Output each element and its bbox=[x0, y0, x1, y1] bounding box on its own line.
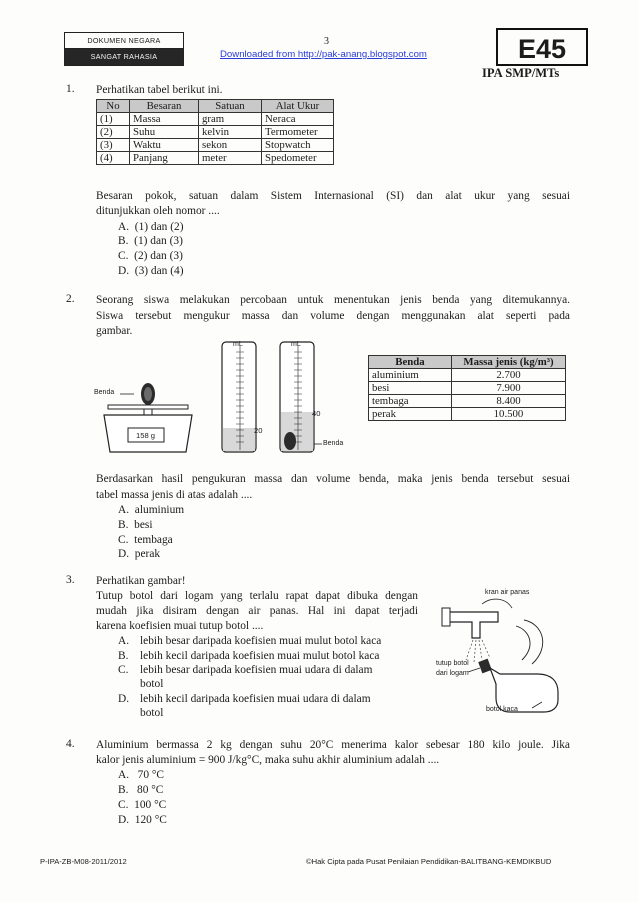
q1-cell: Suhu bbox=[130, 126, 199, 139]
scale-reading: 158 g bbox=[136, 431, 156, 440]
option-letter: D. bbox=[118, 814, 130, 826]
q1-th-satuan: Satuan bbox=[199, 100, 262, 113]
option-text: (1) dan (2) bbox=[134, 221, 184, 233]
q3-option-b[interactable] bbox=[118, 649, 128, 664]
q1-cell: (1) bbox=[97, 113, 130, 126]
option-text: (2) dan (3) bbox=[134, 250, 183, 262]
density-th-benda: Benda bbox=[369, 356, 452, 369]
q3-option-a-text: lebih besar daripada koefisien muai mulut botol kaca bbox=[140, 635, 382, 647]
q3-intro: Perhatikan gambar! bbox=[96, 575, 186, 587]
q4-option-a[interactable] bbox=[118, 768, 164, 783]
q1-cell: Termometer bbox=[262, 126, 334, 139]
q1-cell: Neraca bbox=[262, 113, 334, 126]
cylinder-1-unit: mL bbox=[233, 341, 243, 348]
option-letter: D. bbox=[118, 548, 130, 560]
q1-option-a[interactable] bbox=[118, 220, 184, 235]
benda-highlight bbox=[144, 387, 152, 401]
q1-cell: Massa bbox=[130, 113, 199, 126]
option-text: 70 °C bbox=[137, 769, 165, 781]
q1-cell: kelvin bbox=[199, 126, 262, 139]
option-letter: B. bbox=[118, 784, 129, 796]
q2-option-c[interactable] bbox=[118, 533, 173, 548]
q1-th-besaran: Besaran bbox=[130, 100, 199, 113]
option-text: besi bbox=[134, 519, 153, 531]
q1-cell: Stopwatch bbox=[262, 139, 334, 152]
cap-pointer-line bbox=[468, 668, 480, 672]
q4-option-c[interactable] bbox=[118, 798, 166, 813]
option-text: aluminium bbox=[134, 504, 185, 516]
download-link[interactable]: Downloaded from http://pak-anang.blogspot.com bbox=[220, 49, 427, 60]
density-cell: aluminium bbox=[369, 369, 452, 382]
option-text: 100 °C bbox=[134, 799, 167, 811]
tap-bottle-figure bbox=[420, 590, 580, 720]
table-row bbox=[97, 139, 334, 152]
scale-pan bbox=[108, 405, 188, 409]
option-text: 80 °C bbox=[137, 784, 164, 796]
q2-conclusion-line-2: tabel massa jenis di atas adalah .... bbox=[96, 489, 253, 501]
q2-conclusion-line-1: Berdasarkan hasil pengukuran massa dan volume benda, maka jenis benda tersebut sesuai bbox=[96, 473, 570, 485]
q2-number: 2. bbox=[66, 293, 75, 305]
q3-stem-line-1: Tutup botol dari logam yang terlalu rapat dapat dibuka dengan bbox=[96, 590, 418, 602]
table-row bbox=[369, 408, 566, 421]
doc-line-1: DOKUMEN NEGARA bbox=[65, 33, 183, 49]
option-text: perak bbox=[134, 548, 161, 560]
q4-stem-line-1: Aluminium bermassa 2 kg dengan suhu 20°C menerima kalor sebesar 180 kilo joule. Jika bbox=[96, 739, 570, 751]
q1-th-alat: Alat Ukur bbox=[262, 100, 334, 113]
q1-number: 1. bbox=[66, 83, 75, 95]
cap-label-1: tutup botol bbox=[436, 660, 469, 667]
option-text: (1) dan (3) bbox=[134, 235, 183, 247]
density-cell: 8.400 bbox=[452, 395, 566, 408]
q1-cell: (4) bbox=[97, 152, 130, 165]
q3-number: 3. bbox=[66, 574, 75, 586]
document-classification-box bbox=[64, 32, 184, 66]
metal-cap bbox=[478, 659, 492, 674]
q1-cell: sekon bbox=[199, 139, 262, 152]
option-letter: A. bbox=[118, 769, 130, 781]
option-letter: B. bbox=[118, 519, 129, 531]
q2-option-d[interactable] bbox=[118, 547, 160, 562]
q1-option-b[interactable] bbox=[118, 234, 183, 249]
q1-table bbox=[96, 99, 334, 165]
density-table bbox=[368, 355, 566, 421]
cylinder-2-unit: mL bbox=[291, 341, 301, 348]
cylinder-1-water bbox=[223, 428, 255, 451]
cap-label-2: dari logam bbox=[436, 670, 469, 677]
table-row bbox=[97, 126, 334, 139]
q1-stem-line-2: ditunjukkan oleh nomor .... bbox=[96, 205, 220, 217]
benda-label-scale: Benda bbox=[94, 389, 115, 396]
q1-stem-line-1: Besaran pokok, satuan dalam Sistem Internasional (SI) dan alat ukur yang sesuai bbox=[96, 190, 570, 202]
option-text: (3) dan (4) bbox=[134, 265, 184, 277]
q3-option-d[interactable] bbox=[118, 692, 129, 707]
option-text: 120 °C bbox=[134, 814, 167, 826]
q2-option-a[interactable] bbox=[118, 503, 184, 518]
q3-option-c-text: lebih besar daripada koefisien muai udara di dalam bbox=[140, 664, 373, 676]
option-letter: B. bbox=[118, 235, 129, 247]
table-row bbox=[369, 369, 566, 382]
q1-th-no: No bbox=[97, 100, 130, 113]
density-th-massa-jenis: Massa jenis (kg/m³) bbox=[452, 356, 566, 369]
q2-stem-line-3: gambar. bbox=[96, 325, 133, 337]
table-row bbox=[97, 152, 334, 165]
density-cell: 7.900 bbox=[452, 382, 566, 395]
doc-line-2: SANGAT RAHASIA bbox=[65, 49, 183, 65]
table-row bbox=[369, 395, 566, 408]
option-letter: D. bbox=[118, 693, 130, 705]
hot-water-stream bbox=[466, 640, 490, 662]
scale-post bbox=[144, 409, 152, 415]
q2-option-b[interactable] bbox=[118, 518, 153, 533]
q1-cell: (2) bbox=[97, 126, 130, 139]
q4-option-d[interactable] bbox=[118, 813, 167, 828]
q3-option-a[interactable] bbox=[118, 634, 129, 649]
density-cell: besi bbox=[369, 382, 452, 395]
bottle-label: botol kaca bbox=[486, 706, 518, 713]
footer-code: P-IPA-ZB-M08-2011/2012 bbox=[40, 857, 127, 866]
option-letter: A. bbox=[118, 221, 130, 233]
option-letter: C. bbox=[118, 534, 129, 546]
q3-stem-line-2: mudah jika disiram dengan air panas. Hal ini dapat terjadi bbox=[96, 605, 418, 617]
q3-option-b-text: lebih kecil daripada koefisien muai mulut botol kaca bbox=[140, 650, 380, 662]
option-letter: C. bbox=[118, 250, 129, 262]
q3-option-c-text-2: botol bbox=[140, 678, 164, 690]
q3-option-d-text: lebih kecil daripada koefisien muai udara di dalam bbox=[140, 693, 371, 705]
tap-icon bbox=[448, 612, 498, 638]
footer-copyright: ©Hak Cipta pada Pusat Penilaian Pendidikan-BALITBANG-KEMDIKBUD bbox=[306, 857, 552, 866]
option-letter: A. bbox=[118, 504, 130, 516]
cylinder-1-level: 20 bbox=[254, 426, 263, 435]
q1-table-header bbox=[97, 100, 334, 113]
page-number: 3 bbox=[324, 36, 329, 47]
density-cell: 10.500 bbox=[452, 408, 566, 421]
q4-number: 4. bbox=[66, 738, 75, 750]
q1-cell: Panjang bbox=[130, 152, 199, 165]
q1-intro: Perhatikan tabel berikut ini. bbox=[96, 84, 223, 96]
q2-stem-line-2: Siswa tersebut mengukur massa dan volume dengan menggunakan alat seperti pada bbox=[96, 310, 570, 322]
table-row bbox=[97, 113, 334, 126]
density-cell: tembaga bbox=[369, 395, 452, 408]
subject-label: IPA SMP/MTs bbox=[482, 66, 560, 80]
tap-label-line bbox=[482, 599, 512, 608]
cylinder-2-level: 40 bbox=[312, 409, 321, 418]
q1-option-d[interactable] bbox=[118, 264, 184, 279]
option-letter: D. bbox=[118, 265, 130, 277]
q1-cell: (3) bbox=[97, 139, 130, 152]
q1-cell: Waktu bbox=[130, 139, 199, 152]
measuring-cylinders-figure bbox=[218, 338, 350, 456]
table-row bbox=[369, 382, 566, 395]
q3-stem-line-3: karena koefisien muai tutup botol .... bbox=[96, 620, 264, 632]
q1-option-c[interactable] bbox=[118, 249, 183, 264]
option-letter: A. bbox=[118, 635, 130, 647]
q1-cell: meter bbox=[199, 152, 262, 165]
option-letter: C. bbox=[118, 664, 129, 676]
option-letter: C. bbox=[118, 799, 129, 811]
hand-outline bbox=[516, 620, 543, 664]
density-table-header bbox=[369, 356, 566, 369]
benda-label-cylinder: Benda bbox=[323, 440, 344, 447]
tap-pipe bbox=[442, 608, 450, 626]
benda-in-cylinder bbox=[284, 432, 296, 450]
density-cell: perak bbox=[369, 408, 452, 421]
q3-option-d-text-2: botol bbox=[140, 707, 164, 719]
q3-option-c[interactable] bbox=[118, 663, 128, 678]
exam-code: E45 bbox=[496, 28, 588, 66]
q1-cell: Spedometer bbox=[262, 152, 334, 165]
q1-cell: gram bbox=[199, 113, 262, 126]
density-cell: 2.700 bbox=[452, 369, 566, 382]
q2-stem-line-1: Seorang siswa melakukan percobaan untuk menentukan jenis benda yang ditemukannya. bbox=[96, 294, 570, 306]
option-text: tembaga bbox=[134, 534, 173, 546]
option-letter: B. bbox=[118, 650, 129, 662]
q4-stem-line-2: kalor jenis aluminium = 900 J/kg°C, maka suhu akhir aluminium adalah .... bbox=[96, 754, 440, 766]
tap-label: kran air panas bbox=[485, 589, 530, 596]
q4-option-b[interactable] bbox=[118, 783, 163, 798]
